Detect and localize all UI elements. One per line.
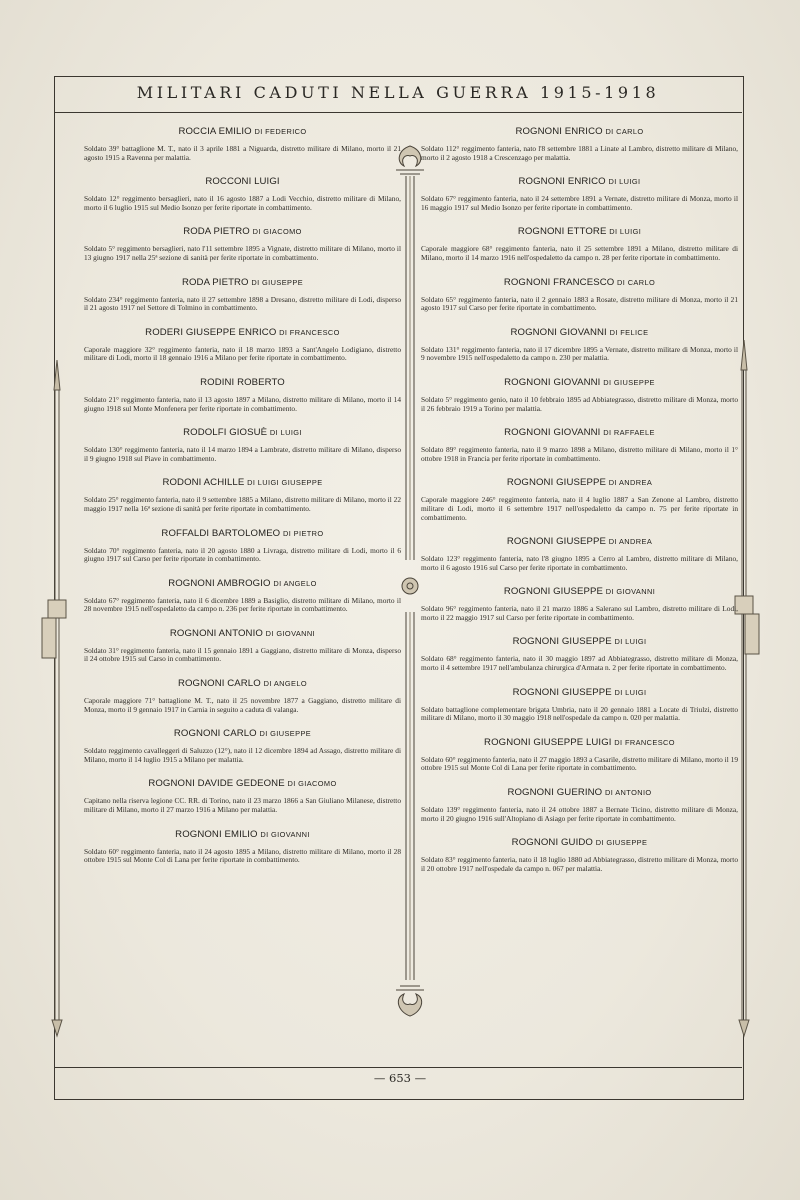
casualty-details: Soldato 21° reggimento fanteria, nato il 13 agosto 1897 a Milano, distretto militare di Milano, morto il 14 giugno 1918 sul Monte Monfenera per ferite riportate in combattimento. (84, 394, 401, 413)
casualty-name (421, 636, 738, 647)
casualty-details: Soldato 96° reggimento fanteria, nato il 21 marzo 1886 a Salerano sul Lambro, distretto militare di Lodi, morto il 22 maggio 1917 sul Carso per ferite riportate in combattimento. (421, 604, 738, 622)
casualty-surname-given: ROGNONI GIUSEPPE LUIGI (484, 736, 612, 748)
casualty-surname-given: ROGNONI EMILIO (175, 828, 258, 840)
casualty-surname-given: ROGNONI GUIDO (511, 837, 593, 849)
casualty-parentage: DI ANGELO (273, 578, 317, 588)
casualty-surname-given: ROCCONI LUIGI (205, 176, 280, 188)
casualty-parentage: DI FRANCESCO (279, 327, 340, 337)
casualty-entry (84, 226, 401, 262)
casualty-name (84, 477, 401, 488)
casualty-name (84, 829, 401, 840)
casualty-surname-given: ROGNONI GIUSEPPE (506, 477, 606, 489)
casualty-name (421, 586, 738, 597)
casualty-name (421, 687, 738, 698)
casualty-name (84, 327, 401, 338)
casualty-surname-given: RODA PIETRO (181, 276, 249, 288)
casualty-parentage: DI GIUSEPPE (595, 838, 648, 848)
casualty-parentage: DI FELICE (609, 327, 649, 337)
casualty-surname-given: ROGNONI ENRICO (518, 176, 606, 188)
casualty-details: Soldato 5° reggimento bersaglieri, nato l'11 settembre 1895 a Vignate, distretto militare di Milano, morto il 13 giugno 1917 nella 25ª sezione di sanità per ferite riportate in combattimento. (84, 244, 401, 262)
casualty-details: Caporale maggiore 68° reggimento fanteria, nato il 25 settembre 1891 a Milano, distretto militare di Milano, morto il 14 marzo 1916 nell'ospedaletto da campo n. 28 per ferite riportate in combattimento. (421, 244, 738, 262)
casualty-entry (421, 737, 738, 773)
casualty-parentage: DI RAFFAELE (603, 428, 655, 438)
casualty-parentage: DI GIOVANNI (605, 587, 656, 597)
casualty-entry (421, 377, 738, 413)
casualty-details: Soldato reggimento cavalleggeri di Saluzzo (12°), nato il 12 dicembre 1894 ad Assago, distretto militare di Milano, morto il 14 luglio 1915 a Milano per malattia. (84, 746, 401, 764)
casualty-entry (84, 126, 401, 162)
casualty-parentage: DI FEDERICO (254, 127, 307, 136)
casualty-entry (421, 837, 738, 873)
casualty-details: Soldato 131° reggimento fanteria, nato il 17 dicembre 1895 a Vernate, distretto militare di Monza, morto il 9 novembre 1915 nell'ospedaletto da campo n. 230 per malattia. (421, 344, 738, 363)
casualty-entry (84, 578, 401, 614)
casualty-details: Soldato battaglione complementare brigata Umbria, nato il 20 gennaio 1881 a Locate di Triulzi, distretto militare di Milano, morto il 30 maggio 1918 nell'ospedale da campo n. 020 per malattia. (421, 704, 738, 723)
casualty-details: Soldato 39° battaglione M. T., nato il 3 aprile 1881 a Niguarda, distretto militare di Milano, morto il 21 agosto 1915 a Ravenna per malattia. (84, 144, 401, 162)
page-title: MILITARI CADUTI NELLA GUERRA 1915-1918 (54, 76, 742, 113)
casualty-surname-given: ROGNONI ANTONIO (169, 627, 263, 639)
casualty-details: Soldato 60° reggimento fanteria, nato il 24 agosto 1895 a Milano, distretto militare di Milano, morto il 28 ottobre 1915 sul Monte Col di Lana per ferite riportate in combattimento. (84, 846, 401, 865)
left-staff-ornament (40, 360, 74, 1040)
casualty-entry (421, 477, 738, 522)
casualty-parentage: DI GIUSEPPE (603, 377, 655, 387)
casualty-entry (84, 528, 401, 564)
casualty-parentage: DI GIUSEPPE (259, 729, 312, 739)
casualty-details: Caporale maggiore 32° reggimento fanteria, nato il 18 marzo 1893 a Sant'Angelo Lodigiano, distretto militare di Lodi, morto il 18 gennaio 1916 a Milano per ferite riportate in combattimento. (84, 344, 401, 363)
casualty-entry (421, 427, 738, 463)
casualty-details: Soldato 234° reggimento fanteria, nato il 27 settembre 1898 a Dresano, distretto militare di Lodi, disperso il 21 agosto 1917 nel Settore di Tolmino in combattimento. (84, 294, 401, 313)
casualty-surname-given: ROGNONI CARLO (177, 678, 261, 690)
casualty-entry (84, 829, 401, 865)
casualty-details: Soldato 25° reggimento fanteria, nato il 9 settembre 1885 a Milano, distretto militare di Milano, morto il 22 maggio 1917 nella 16ª sezione di sanità per ferite riportate in combattimento. (84, 495, 401, 513)
casualty-name (421, 477, 738, 488)
casualty-name (421, 837, 738, 848)
casualty-entry (84, 277, 401, 313)
casualty-surname-given: RODERI GIUSEPPE ENRICO (145, 326, 277, 338)
casualty-entry (84, 327, 401, 363)
casualty-name (421, 226, 738, 237)
casualty-surname-given: ROGNONI FRANCESCO (503, 276, 615, 288)
casualty-name (421, 126, 738, 137)
casualty-parentage: DI CARLO (617, 277, 656, 287)
casualty-details: Soldato 67° reggimento fanteria, nato il 6 dicembre 1889 a Basiglio, distretto militare di Milano, morto il 28 novembre 1915 nell'ospedaletto da campo n. 236 per ferite riportate in combattimento. (84, 595, 401, 614)
casualty-details: Soldato 68° reggimento fanteria, nato il 30 maggio 1897 ad Abbiategrasso, distretto militare di Monza, morto il 4 settembre 1917 nell'ambulanza chirurgica d'Armata n. 2 per ferite riportate in combattimento. (421, 654, 738, 673)
casualty-entry (421, 277, 738, 313)
casualty-details: Soldato 130° reggimento fanteria, nato il 14 marzo 1894 a Lambrate, distretto militare di Milano, disperso il 9 giugno 1918 sul Piave in combattimento. (84, 445, 401, 463)
casualty-surname-given: ROCCIA EMILIO (178, 126, 252, 137)
casualty-parentage: DI ANTONIO (604, 788, 652, 798)
casualty-entry (421, 636, 738, 672)
casualty-surname-given: ROGNONI ENRICO (515, 126, 603, 137)
casualty-parentage: DI FRANCESCO (614, 737, 675, 747)
casualty-details: Soldato 65° reggimento fanteria, nato il 2 gennaio 1883 a Rosate, distretto militare di Monza, morto il 21 agosto 1917 sul Carso per ferite riportate in combattimento. (421, 294, 738, 313)
page-number: — 653 — (373, 1071, 427, 1085)
casualty-surname-given: ROGNONI CARLO (173, 728, 257, 740)
casualty-entry (84, 176, 401, 212)
casualty-name (84, 226, 401, 237)
casualty-parentage: DI ANDREA (608, 478, 653, 488)
casualty-details: Caporale maggiore 246° reggimento fanteria, nato il 4 luglio 1887 a San Zenone al Lambro, distretto militare di Lodi, morto il 6 settembre 1917 nell'ospedaletto da campo n. 75 per ferite riportate in combattimento. (421, 495, 738, 522)
casualty-details: Caporale maggiore 71° battaglione M. T., nato il 25 novembre 1877 a Gaggiano, distretto militare di Monza, morto il 9 gennaio 1917 in Carnia in seguito a caduta di valanga. (84, 696, 401, 714)
casualty-details: Soldato 139° reggimento fanteria, nato il 24 ottobre 1887 a Bernate Ticino, distretto militare di Monza, morto il 20 giugno 1916 sull'Altopiano di Asiago per ferite riportate in combattimento. (421, 805, 738, 823)
casualty-surname-given: ROFFALDI BARTOLOMEO (161, 527, 281, 539)
casualty-name (84, 578, 401, 589)
casualty-parentage: DI ANGELO (263, 679, 308, 689)
casualty-entry (421, 787, 738, 823)
casualty-parentage: DI CARLO (605, 127, 644, 136)
casualty-surname-given: ROGNONI AMBROGIO (168, 577, 271, 589)
casualty-surname-given: RODA PIETRO (183, 226, 250, 238)
casualty-surname-given: ROGNONI GIOVANNI (504, 427, 601, 439)
casualty-entry (84, 678, 401, 714)
casualty-surname-given: RODOLFI GIOSUÈ (183, 427, 268, 439)
casualty-name (84, 728, 401, 739)
casualty-surname-given: ROGNONI ETTORE (517, 226, 607, 238)
casualty-parentage: DI GIACOMO (287, 779, 337, 789)
casualty-name (84, 628, 401, 639)
casualty-details: Soldato 70° reggimento fanteria, nato il 20 agosto 1880 a Livraga, distretto militare di Lodi, morto il 6 giugno 1917 sul Carso per ferite riportate in combattimento. (84, 545, 401, 564)
casualty-name (84, 528, 401, 539)
casualty-details: Soldato 12° reggimento bersaglieri, nato il 16 agosto 1887 a Lodi Vecchio, distretto militare di Milano, morto il 6 luglio 1915 sul Medio Isonzo per ferite riportate in combattimento. (84, 194, 401, 212)
casualty-surname-given: ROGNONI GIUSEPPE (503, 586, 603, 598)
casualty-surname-given: ROGNONI GIOVANNI (510, 326, 607, 338)
casualty-name (84, 377, 401, 388)
casualty-surname-given: RODINI ROBERTO (200, 376, 285, 388)
casualty-entry (421, 126, 738, 162)
casualty-details: Soldato 31° reggimento fanteria, nato il 15 gennaio 1891 a Gaggiano, distretto militare di Monza, disperso il 24 ottobre 1915 sul Carso in combattimento. (84, 645, 401, 664)
casualty-entry (84, 377, 401, 413)
casualty-parentage: DI LUIGI (269, 428, 302, 438)
casualty-entry (84, 728, 401, 764)
casualty-parentage: DI GIUSEPPE (251, 277, 304, 287)
casualty-name (84, 176, 401, 187)
casualty-name (421, 327, 738, 338)
casualty-entry (421, 687, 738, 723)
casualty-parentage: DI LUIGI (614, 637, 647, 647)
casualty-name (421, 277, 738, 288)
right-column (421, 126, 738, 887)
casualty-entry (421, 176, 738, 212)
casualty-details: Soldato 5° reggimento genio, nato il 10 febbraio 1895 ad Abbiategrasso, distretto militare di Monza, morto il 26 febbraio 1919 a Torino per malattia. (421, 394, 738, 413)
casualty-parentage: DI LUIGI (609, 227, 642, 237)
casualty-name (84, 778, 401, 789)
casualty-entry (421, 226, 738, 262)
casualty-name (84, 126, 401, 137)
casualty-details: Soldato 60° reggimento fanteria, nato il 27 maggio 1893 a Casarile, distretto militare di Milano, morto il 19 ottobre 1915 sul Monte Col di Lana per ferite riportate in combattimento. (421, 754, 738, 773)
casualty-name (421, 787, 738, 798)
casualty-entry (421, 586, 738, 622)
casualty-entry (421, 327, 738, 363)
casualty-name (421, 427, 738, 438)
casualty-entry (421, 536, 738, 572)
casualty-entry (84, 427, 401, 463)
casualty-details: Soldato 83° reggimento fanteria, nato il 18 luglio 1880 ad Abbiategrasso, distretto militare di Monza, morto il 20 ottobre 1917 nell'ospedale da campo n. 067 per malattia. (421, 855, 738, 873)
casualty-surname-given: ROGNONI GIOVANNI (504, 376, 601, 388)
casualty-surname-given: ROGNONI GUERINO (507, 787, 603, 799)
casualty-name (421, 176, 738, 187)
casualty-parentage: DI GIACOMO (252, 227, 302, 237)
footer-rule (54, 1067, 742, 1068)
casualty-details: Soldato 89° reggimento fanteria, nato il 9 marzo 1898 a Milano, distretto militare di Milano, morto il 1° ottobre 1918 in Francia per ferite riportate in combattimento. (421, 445, 738, 463)
casualty-surname-given: ROGNONI GIUSEPPE (512, 636, 612, 648)
casualty-entry (84, 628, 401, 664)
casualty-surname-given: ROGNONI DAVIDE GEDEONE (148, 778, 285, 790)
casualty-details: Soldato 112° reggimento fanteria, nato l'8 settembre 1881 a Linate al Lambro, distretto militare di Milano, morto il 2 agosto 1918 a Crescenzago per malattia. (421, 144, 738, 162)
casualty-parentage: DI LUIGI GIUSEPPE (247, 478, 323, 488)
casualty-name (421, 377, 738, 388)
casualty-parentage: DI ANDREA (608, 537, 653, 547)
casualty-name (421, 737, 738, 748)
casualty-name (84, 678, 401, 689)
casualty-parentage: DI LUIGI (614, 687, 647, 697)
casualty-parentage: DI GIOVANNI (265, 628, 316, 638)
casualty-name (421, 536, 738, 547)
casualty-surname-given: ROGNONI GIUSEPPE (506, 536, 606, 548)
casualty-name (84, 277, 401, 288)
casualty-surname-given: ROGNONI GIUSEPPE (512, 686, 612, 698)
casualty-details: Soldato 67° reggimento fanteria, nato il 24 settembre 1891 a Vernate, distretto militare di Monza, morto il 16 maggio 1917 sul Medio Isonzo per ferite riportate in combattimento. (421, 194, 738, 212)
casualty-entry (84, 778, 401, 814)
casualty-name (84, 427, 401, 438)
casualty-details: Capitano nella riserva legione CC. RR. di Torino, nato il 23 marzo 1866 a San Giuliano Milanese, distretto militare di Milano, morto il 27 marzo 1916 a Milano per malattia. (84, 796, 401, 815)
casualty-parentage: DI LUIGI (608, 177, 641, 187)
casualty-entry (84, 477, 401, 513)
casualty-parentage: DI GIOVANNI (260, 829, 310, 839)
left-column (84, 126, 401, 879)
casualty-surname-given: RODONI ACHILLE (162, 477, 245, 489)
casualty-details: Soldato 123° reggimento fanteria, nato l'8 giugno 1895 a Cerro al Lambro, distretto militare di Milano, morto il 6 agosto 1916 sul Carso per ferite riportate in combattimento. (421, 554, 738, 572)
casualty-parentage: DI PIETRO (283, 528, 324, 538)
